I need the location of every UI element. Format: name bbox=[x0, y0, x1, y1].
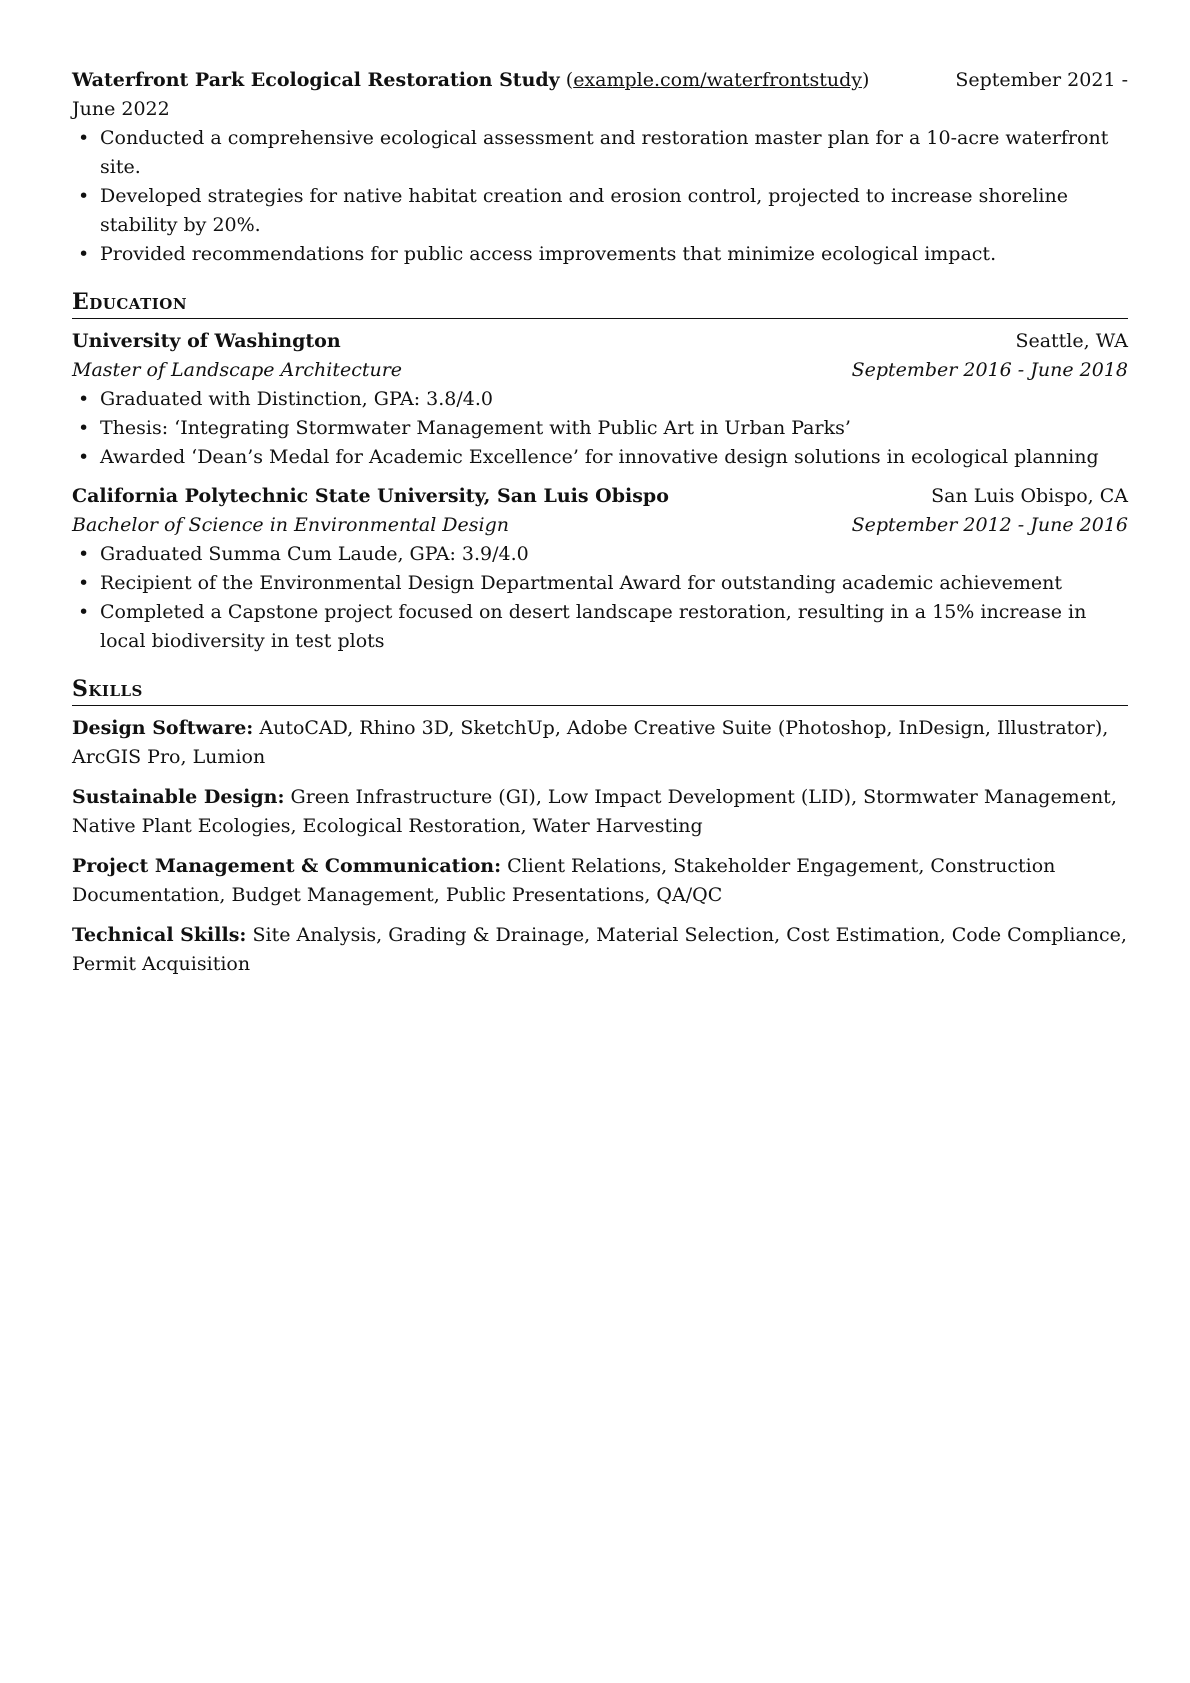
project-entry bbox=[72, 66, 1128, 269]
skill-item bbox=[72, 783, 1128, 841]
bullet-icon: • bbox=[78, 127, 90, 149]
list-item bbox=[72, 240, 1128, 269]
list-item bbox=[72, 598, 1128, 656]
skill-text: Client Relations, Stakeholder Engagement, Construction Documentation, Budget Management, Public Presentations, QA/QC bbox=[72, 855, 1056, 906]
education-entry bbox=[72, 482, 1128, 656]
bullet-icon: • bbox=[78, 446, 90, 468]
education-header bbox=[72, 327, 1128, 356]
bullet-icon: • bbox=[78, 388, 90, 410]
school-name: California Polytechnic State University, San Luis Obispo bbox=[72, 485, 669, 507]
bullet-icon: • bbox=[78, 572, 90, 594]
section-heading-skills: Skills bbox=[72, 674, 1128, 706]
education-entry bbox=[72, 327, 1128, 472]
skills-section bbox=[72, 674, 1128, 979]
education-dates: September 2016 - June 2018 bbox=[851, 359, 1128, 381]
bullet-text: Developed strategies for native habitat creation and erosion control, projected to increase shoreline stability by 20%. bbox=[100, 185, 1068, 236]
bullet-text: Provided recommendations for public access improvements that minimize ecological impact. bbox=[100, 243, 997, 265]
degree: Master of Landscape Architecture bbox=[72, 359, 403, 381]
bullet-icon: • bbox=[78, 601, 90, 623]
resume-page bbox=[72, 66, 1128, 990]
school-location: San Luis Obispo, CA bbox=[931, 485, 1128, 507]
school-location: Seattle, WA bbox=[1015, 330, 1128, 352]
skill-text: AutoCAD, Rhino 3D, SketchUp, Adobe Creative Suite (Photoshop, InDesign, Illustrator), ArcGIS Pro, Lumion bbox=[72, 717, 1109, 768]
skill-item bbox=[72, 714, 1128, 772]
education-bullets bbox=[72, 385, 1128, 472]
project-dates-end: June 2022 bbox=[72, 98, 170, 120]
list-item bbox=[72, 385, 1128, 414]
project-dates-start: September 2021 - bbox=[955, 69, 1128, 91]
skill-item bbox=[72, 921, 1128, 979]
bullet-text: Thesis: ‘Integrating Stormwater Management with Public Art in Urban Parks’ bbox=[100, 417, 851, 439]
bullet-text: Awarded ‘Dean’s Medal for Academic Excellence’ for innovative design solutions in ecological planning bbox=[100, 446, 1099, 468]
skill-label: Technical Skills: bbox=[72, 924, 247, 946]
education-bullets bbox=[72, 540, 1128, 656]
bullet-text: Graduated with Distinction, GPA: 3.8/4.0 bbox=[100, 388, 493, 410]
education-header bbox=[72, 482, 1128, 511]
degree: Bachelor of Science in Environmental Design bbox=[72, 514, 510, 536]
bullet-icon: • bbox=[78, 543, 90, 565]
bullet-text: Recipient of the Environmental Design Departmental Award for outstanding academic achievement bbox=[100, 572, 1062, 594]
skill-label: Sustainable Design: bbox=[72, 786, 285, 808]
skill-label: Project Management & Communication: bbox=[72, 855, 502, 877]
bullet-text: Completed a Capstone project focused on desert landscape restoration, resulting in a 15% increase in local biodiversity in test plots bbox=[100, 601, 1087, 652]
skill-label: Design Software: bbox=[72, 717, 254, 739]
list-item bbox=[72, 540, 1128, 569]
list-item bbox=[72, 443, 1128, 472]
list-item bbox=[72, 414, 1128, 443]
section-heading-education: Education bbox=[72, 287, 1128, 319]
project-title: Waterfront Park Ecological Restoration Study bbox=[72, 69, 560, 91]
bullet-icon: • bbox=[78, 243, 90, 265]
education-dates: September 2012 - June 2016 bbox=[851, 514, 1128, 536]
bullet-text: Conducted a comprehensive ecological assessment and restoration master plan for a 10-acre waterfront site. bbox=[100, 127, 1109, 178]
bullet-icon: • bbox=[78, 185, 90, 207]
education-subheader bbox=[72, 356, 1128, 385]
project-bullets bbox=[72, 124, 1128, 269]
project-header: September 2021 - Waterfront Park Ecological Restoration Study (example.com/waterfrontstudy) June 2022 bbox=[72, 66, 1128, 124]
list-item bbox=[72, 124, 1128, 182]
school-name: University of Washington bbox=[72, 330, 341, 352]
skill-text: Site Analysis, Grading & Drainage, Material Selection, Cost Estimation, Code Compliance, Permit Acquisition bbox=[72, 924, 1127, 975]
list-item bbox=[72, 182, 1128, 240]
bullet-icon: • bbox=[78, 417, 90, 439]
bullet-text: Graduated Summa Cum Laude, GPA: 3.9/4.0 bbox=[100, 543, 529, 565]
project-link[interactable]: example.com/waterfrontstudy bbox=[573, 69, 863, 91]
education-section bbox=[72, 287, 1128, 656]
list-item bbox=[72, 569, 1128, 598]
skill-text: Green Infrastructure (GI), Low Impact Development (LID), Stormwater Management, Native Plant Ecologies, Ecological Restoration, Water Harvesting bbox=[72, 786, 1117, 837]
education-subheader bbox=[72, 511, 1128, 540]
skill-item bbox=[72, 852, 1128, 910]
